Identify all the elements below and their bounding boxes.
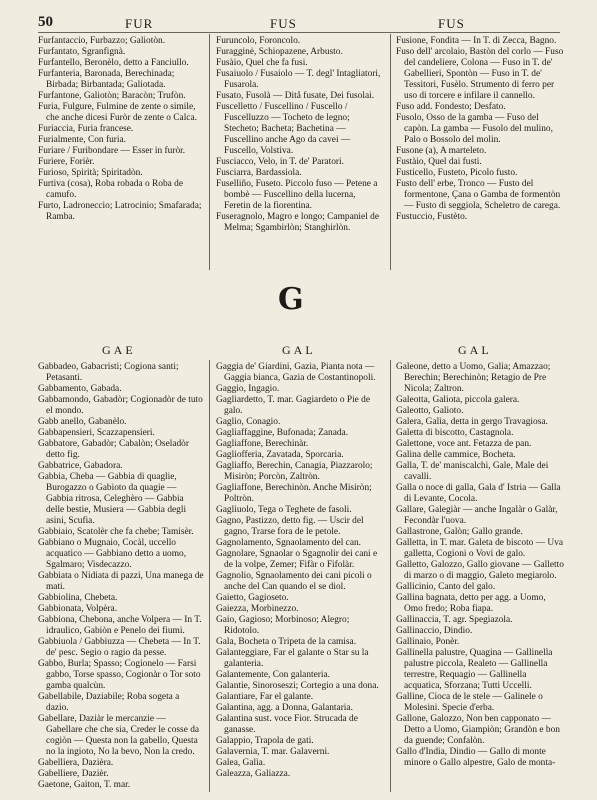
dictionary-entry: Galla, T. de' maniscalchi, Gale, Male dei cavalli.	[396, 461, 549, 482]
dictionary-entry: Gagnolio, Sgnaolamento dei cani picoli o anche del Can quando el se diol.	[216, 571, 372, 592]
dictionary-entry: Fusciarra, Bardassiola.	[216, 168, 302, 178]
dictionary-entry: Galetta di biscotto, Castagnola.	[396, 428, 514, 438]
dictionary-entry: Fusone (a), A marteleto.	[396, 146, 487, 156]
column-head-2: GAL	[282, 343, 316, 357]
dictionary-entry: Galeazza, Galiazza.	[216, 769, 291, 779]
dictionary-entry: Gagliaffone, Berechinòn. Anche Misiròn; Poltròn.	[216, 483, 372, 504]
column-divider	[209, 34, 210, 270]
dictionary-entry: Fusione, Fondita — In T. di Zecca, Bagno.	[396, 36, 557, 46]
dictionary-entry: Gagliuolo, Tega o Teghete de fasoli.	[216, 505, 352, 515]
dictionary-entry: Fusato, Fusolà — Ditå fusate, Dei fusolai.	[216, 91, 375, 101]
dictionary-entry: Gabbadeo, Gabacristi; Cogiona santi; Petasanti.	[38, 362, 179, 383]
column-head-3: GAL	[458, 343, 492, 357]
dictionary-entry: Gabb anello, Gabanèlo.	[38, 417, 127, 427]
dictionary-entry: Gabbamondo, Gabadòr; Cogionadòr de tuto el mondo.	[38, 395, 203, 416]
dictionary-entry: Fustàio, Quel dai fusti.	[396, 157, 482, 167]
dictionary-entry: Gagliofferia, Zavatada, Sporcaria.	[216, 450, 344, 460]
dictionary-entry: Galantie, Sinoroseszi; Cortegio a una dona.	[216, 681, 379, 691]
dictionary-entry: Fuselliño, Fuseto. Piccolo fuso — Petene a bombè — Fuscellino della lucerna, Feretin de la fiorentina.	[216, 179, 378, 211]
column-divider	[209, 360, 210, 792]
top-column-2	[216, 36, 384, 276]
dictionary-entry: Fustuccio, Fustèto.	[396, 212, 468, 222]
dictionary-entry: Gabellabile, Daziabile; Roba sogeta a dazio.	[38, 692, 180, 713]
bottom-column-3	[396, 362, 564, 792]
column-divider	[390, 360, 391, 792]
dictionary-entry: Fuso dell' arcolaio, Bastòn del corlo — Fuso del candeliere, Colona — Fuso in T. de' Gabellieri, Spontòn — Fuso in T. de' Tessitori, Fusèlo. Strumento di ferro per uso di torcere e infilare il cannello.	[396, 47, 564, 101]
dictionary-entry: Gagliaffo, Berechin, Canagia, Piazzarolo; Misiròn; Porcòn, Zaltròn.	[216, 461, 373, 482]
dictionary-entry: Gabbionata, Volpèra.	[38, 604, 118, 614]
dictionary-entry: Galantina, agg. a Donna, Galantaria.	[216, 703, 353, 713]
top-column-3	[396, 36, 564, 276]
dictionary-entry: Furialmente, Con furia.	[38, 135, 127, 145]
dictionary-entry: Furfantello, Beronèlo, detto a Fanciullo.	[38, 58, 189, 68]
dictionary-entry: Furuncolo, Foroncolo.	[216, 36, 301, 46]
dictionary-entry: Gabbiata o Nidiata di pazzi, Una manega de mati.	[38, 571, 204, 592]
dictionary-entry: Gabbia, Cheba — Gabbia di quaglie, Burogazzo o Gabioto da quagie — Gabbia ritrosa, Celeghèro — Gabbia delle bestie, Musiera — Gabbia degli asini, Scufia.	[38, 472, 187, 526]
dictionary-entry: Gabellare, Daziàr le mercanzie — Gabellare che che sia, Creder le cosse da cogiòn — Questa non la gabello, Questa no la ingioto, No la bevo, Non la credo.	[38, 714, 200, 757]
dictionary-entry: Galantiare, Far el galante.	[216, 692, 314, 702]
dictionary-entry: Galina delle cammice, Bocheta.	[396, 450, 516, 460]
dictionary-entry: Galeotta, Galiota, piccola galera.	[396, 395, 520, 405]
dictionary-entry: Gabelliera, Dazièra.	[38, 758, 114, 768]
column-head-1: GAE	[102, 343, 136, 357]
dictionary-entry: Gabbiona, Chebona, anche Volpera — In T. idraulico, Gabiòn e Penelo dei fiumi.	[38, 615, 202, 636]
dictionary-entry: Furfantaccio, Furbazzo; Galiotòn.	[38, 36, 166, 46]
dictionary-entry: Gabbatrice, Gabadora.	[38, 461, 123, 471]
header-rule	[38, 32, 560, 33]
dictionary-entry: Galantemente, Con galanteria.	[216, 670, 331, 680]
dictionary-entry: Fusàio, Quel che fa fusi.	[216, 58, 308, 68]
dictionary-entry: Gabbiaio, Scatolèr che fa chebe; Tamisèr.	[38, 527, 194, 537]
dictionary-entry: Gaiezza, Morbinezzo.	[216, 604, 299, 614]
dictionary-entry: Galline, Cioca de le stele — Galinele o Molesini. Specie d'erba.	[396, 692, 543, 713]
dictionary-entry: Gaglio, Conagio.	[216, 417, 281, 427]
dictionary-entry: Fuseragnolo, Magro e longo; Campaniel de Melma; Sgambirlòn; Stanghirlòn.	[216, 212, 379, 233]
dictionary-entry: Gabbamento, Gabada.	[38, 384, 122, 394]
dictionary-entry: Gabbiuola / Gabbiuzza — Chebeta — In T. de' pesc. Segio o ragio da pesse.	[38, 637, 201, 658]
dictionary-entry: Galletta, in T. mar. Galeta de biscoto — Uva galletta, Cogioni o Vovi de galo.	[396, 538, 564, 559]
dictionary-entry: Furiere, Forièr.	[38, 157, 95, 167]
dictionary-entry: Furiaccia, Furia francese.	[38, 124, 134, 134]
dictionary-entry: Gagliardetto, T. mar. Gagiardeto o Pie de galo.	[216, 395, 371, 416]
dictionary-entry: Gallare, Galegiàr — anche Ingalàr o Galàr, Fecondàr l'uova.	[396, 505, 558, 526]
dictionary-entry: Galeone, detto a Uomo, Galia; Amazzao; Berechin; Berechinòn; Retagio de Pre Nicola; Zaltron.	[396, 362, 551, 394]
dictionary-entry: Galappio, Trapola de gati.	[216, 736, 314, 746]
dictionary-entry: Furfantone, Galiotòn; Baracòn; Trufòn.	[38, 91, 186, 101]
running-head-3: FUS	[438, 16, 465, 31]
dictionary-entry: Galla o noce di galla, Gala d' Istria — Galla di Levante, Cocola.	[396, 483, 561, 504]
page-number: 50	[38, 14, 53, 30]
dictionary-entry: Gallinella palustre, Quagina — Gallinella palustre piccola, Realeto — Gallinella terrestre, Requagio — Gallinella acquatica, Sforzana; Tutti Uccelli.	[396, 648, 553, 691]
dictionary-entry: Galeotto, Galioto.	[396, 406, 464, 416]
dictionary-entry: Galera, Galìa, detta in gergo Travagiosa.	[396, 417, 548, 427]
dictionary-entry: Gagnolare, Sgnaolar o Sgagnolir dei cani e de la volpe, Zemer; Fifàr o Fifolàr.	[216, 549, 378, 570]
dictionary-entry: Gallo d'India, Dindio — Gallo di monte minore o Gallo alpestre, Galo de monta-	[396, 747, 556, 768]
dictionary-entry: Gallicinio, Canto del galo.	[396, 582, 496, 592]
bottom-column-2	[216, 362, 384, 792]
dictionary-entry: Gaietto, Gagioseto.	[216, 593, 289, 603]
dictionary-entry: Galletto, Galozzo, Gallo giovane — Galletto di marzo o di maggio, Galeto megiarolo.	[396, 560, 564, 581]
dictionary-entry: Fusto dell' erbe, Tronco — Fusto del formentone, Çana o Gamba de formentòn — Fusto di seggiola, Scheletro de carega.	[396, 179, 561, 211]
dictionary-entry: Gallinaio, Ponèr.	[396, 637, 460, 647]
column-divider	[390, 34, 391, 270]
dictionary-entry: Gallinaccia, T. agr. Spegiazola.	[396, 615, 513, 625]
dictionary-entry: Furfanteria, Baronada, Berechinada; Birbada; Birbantada; Galiotada.	[38, 69, 175, 90]
dictionary-entry: Gallinaccio, Dindio.	[396, 626, 473, 636]
dictionary-entry: Galettone, voce ant. Fetazza de pan.	[396, 439, 532, 449]
dictionary-entry: Gagno, Pastizzo, detto fig. — Uscir del gagno, Trarse fora de le petole.	[216, 516, 364, 537]
dictionary-entry: Furioso, Spirità; Spiritadòn.	[38, 168, 143, 178]
top-column-1	[38, 36, 204, 276]
dictionary-entry: Gabbapensieri, Scazzapensieri.	[38, 428, 155, 438]
dictionary-entry: Fusticello, Fusteto, Picolo fusto.	[396, 168, 518, 178]
dictionary-entry: Furfantato, Sgranfignà.	[38, 47, 126, 57]
dictionary-entry: Gaggio, Ingagio.	[216, 384, 280, 394]
dictionary-entry: Gagliaffaggine, Bufonada; Zanada.	[216, 428, 349, 438]
dictionary-entry: Gabbo, Burla; Spasso; Cogionelo — Farsi gabbo, Torse spasso, Cogionàr o Tor soto gamba qualcùn.	[38, 659, 201, 691]
dictionary-entry: Galavernia, T. mar. Galaverni.	[216, 747, 330, 757]
dictionary-entry: Gaio, Gagioso; Morbinoso; Alegro; Ridotolo.	[216, 615, 350, 636]
dictionary-entry: Furtiva (cosa), Roba robada o Roba de camufo.	[38, 179, 184, 200]
dictionary-entry: Fusaiuolo / Fusaiolo — T. degl' Intagliatori, Fusarola.	[216, 69, 381, 90]
dictionary-entry: Gabelliere, Dazièr.	[38, 769, 109, 779]
dictionary-entry: Gabbiolina, Chebeta.	[38, 593, 118, 603]
running-head-2: FUS	[270, 16, 297, 31]
dictionary-entry: Fusciacco, Velo, in T. de' Paratori.	[216, 157, 344, 167]
dictionary-entry: Gallastrone, Galòn; Gallo grande.	[396, 527, 523, 537]
dictionary-entry: Galanteggiare, Far el galante o Star su la galanteria.	[216, 648, 369, 669]
dictionary-entry: Fusolo, Osso de la gamba — Fuso del capòn. La gamba — Fusolo del mulino, Palo o Bossolo del molin.	[396, 113, 553, 145]
dictionary-entry: Fuso add. Fondesto; Desfato.	[396, 102, 506, 112]
running-head-1: FUR	[125, 16, 154, 31]
dictionary-entry: Furiare / Furibondare — Esser in furòr.	[38, 146, 186, 156]
dictionary-entry: Furia, Fulgure, Fulmine de zente o simile, che anche dicesi Furòr de zente o Calca.	[38, 102, 197, 123]
letter-heading: G	[278, 282, 304, 317]
dictionary-entry: Gabbatore, Gabadòr; Cabalòn; Oseladòr detto fig.	[38, 439, 189, 460]
dictionary-entry: Gaetone, Gaiton, T. mar.	[38, 780, 131, 790]
dictionary-entry: Gagnolamento, Sgnaolamento del can.	[216, 538, 362, 548]
dictionary-entry: Furto, Ladroneccio; Latrocinio; Smafarada; Ramba.	[38, 201, 202, 222]
dictionary-entry: Gaggia de' Giardini, Gazia, Pianta nota — Gaggia bianca, Gazia de Costantinopoli.	[216, 362, 376, 383]
bottom-column-1	[38, 362, 204, 792]
dictionary-entry: Gallina bagnata, detto per agg. a Uomo, Omo fredo; Roba fiapa.	[396, 593, 546, 614]
dictionary-entry: Gagliaffone, Berechinàr.	[216, 439, 309, 449]
dictionary-entry: Fuscelletto / Fuscellino / Fuscello / Fuscelluzzo — Tocheto de legno; Stecheto; Bacheta; Bachetina — Fuscellino anche Ago da cavei — Fuscello, Volstiva.	[216, 102, 351, 156]
dictionary-entry: Gala, Bocheta o Tripeta de la camisa.	[216, 637, 357, 647]
dictionary-entry: Gabbiano o Mugnaio, Cocàl, uccello acquatico — Gabbiano detto a uomo, Sgalmaro; Visdecazzo.	[38, 538, 187, 570]
dictionary-entry: Galea, Galìa.	[216, 758, 266, 768]
dictionary-entry: Furagginė, Schiopazene, Arbusto.	[216, 47, 343, 57]
dictionary-entry: Gallone, Galozzo, Non ben capponato — Detto a Uomo, Giampiòn; Grandòn e bon da guende; Confalòn.	[396, 714, 560, 746]
dictionary-entry: Galantina sust. voce Fior. Strucada de ganasse.	[216, 714, 358, 735]
